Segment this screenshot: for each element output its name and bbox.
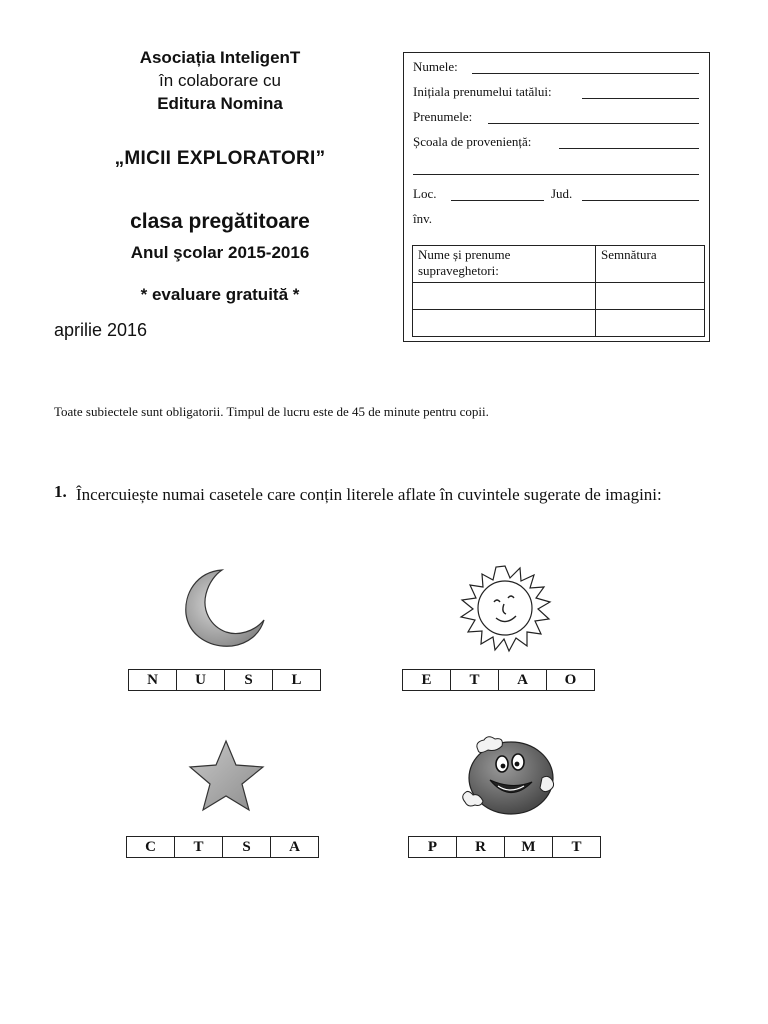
grade-title: clasa pregătitoare [130, 210, 310, 233]
school-field-line-2[interactable] [413, 174, 699, 175]
letter-box[interactable]: T [553, 837, 601, 858]
letters-row-sun [402, 669, 595, 691]
signature-cell[interactable] [596, 310, 705, 337]
exercise-number: 1. [54, 482, 67, 501]
supervisors-header: Nume și prenume supraveghetori: [413, 246, 596, 283]
organization-name: Asociația InteligenT [139, 48, 301, 67]
school-label: Școala de proveniență: [413, 134, 532, 149]
father-initial-label: Inițiala prenumelui tatălui: [413, 84, 552, 99]
first-name-field[interactable] [488, 123, 699, 124]
letter-box[interactable]: O [547, 670, 595, 691]
publisher-name: Editura Nomina [157, 94, 283, 113]
name-label: Numele: [413, 59, 458, 74]
letter-box[interactable]: L [273, 670, 321, 691]
supervisors-table [412, 245, 705, 337]
school-year: Anul şcolar 2015-2016 [130, 243, 310, 262]
letters-row-moon [128, 669, 321, 691]
letter-box[interactable]: R [457, 837, 505, 858]
letter-box[interactable]: E [403, 670, 451, 691]
letter-box[interactable]: N [129, 670, 177, 691]
letters-row-planet [408, 836, 601, 858]
letter-box[interactable]: U [177, 670, 225, 691]
letter-box[interactable]: S [223, 837, 271, 858]
signature-header: Semnătura [596, 246, 705, 283]
letter-box[interactable]: T [451, 670, 499, 691]
supervisor-cell[interactable] [413, 283, 596, 310]
star-mark: * [140, 285, 148, 304]
signature-cell[interactable] [596, 283, 705, 310]
locality-field[interactable] [451, 200, 544, 201]
instructions-text: Toate subiectele sunt obligatorii. Timpul de lucru este de 45 de minute pentru copii. [54, 404, 489, 419]
county-label: Jud. [551, 186, 573, 201]
sun-icon [446, 562, 564, 656]
letter-box[interactable]: A [271, 837, 319, 858]
collaboration-text: în colaborare cu [159, 71, 281, 90]
letters-row-star [126, 836, 319, 858]
letter-box[interactable]: A [499, 670, 547, 691]
first-name-label: Prenumele: [413, 109, 473, 124]
star-icon [186, 738, 268, 814]
identification-box [403, 52, 710, 342]
county-field[interactable] [582, 200, 699, 201]
name-field[interactable] [472, 73, 699, 74]
letter-box[interactable]: P [409, 837, 457, 858]
supervisor-cell[interactable] [413, 310, 596, 337]
planet-icon [460, 734, 558, 818]
date-text: aprilie 2016 [54, 320, 148, 340]
star-mark: * [292, 285, 300, 304]
letter-box[interactable]: C [127, 837, 175, 858]
letter-box[interactable]: S [225, 670, 273, 691]
school-field[interactable] [559, 148, 699, 149]
locality-label: Loc. [413, 186, 437, 201]
evaluation-line [0, 285, 440, 305]
evaluation-text: evaluare gratuită [151, 285, 289, 304]
contest-title: „MICII EXPLORATORI” [114, 148, 326, 169]
letter-box[interactable]: T [175, 837, 223, 858]
teacher-label: înv. [413, 211, 433, 226]
exercise-text: Încercuiește numai casetele care conțin literele aflate în cuvintele sugerate de imagini: [76, 485, 662, 504]
letter-box[interactable]: M [505, 837, 553, 858]
moon-icon [178, 566, 270, 650]
father-initial-field[interactable] [582, 98, 699, 99]
